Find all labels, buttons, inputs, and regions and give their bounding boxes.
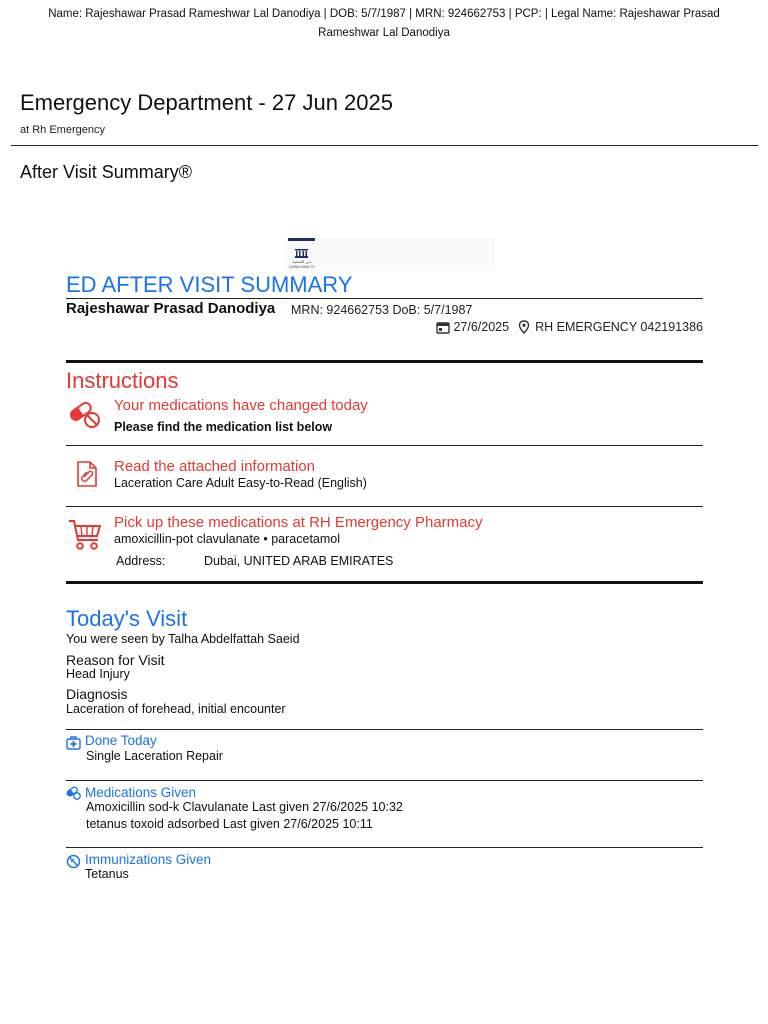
patient-header-line-1: Name: Rajeshawar Prasad Rameshwar Lal Danodiya | DOB: 5/7/1987 | MRN: 924662753 | PCP: | Legal Name: Rajeshawar Prasad <box>48 8 720 20</box>
immunizations-given-heading: Immunizations Given <box>85 852 212 867</box>
patient-header-bar <box>20 5 748 43</box>
medication-given-item: tetanus toxoid adsorbed Last given 27/6/2025 10:11 <box>86 817 373 831</box>
medication-given-item: Amoxicillin sod-k Clavulanate Last given 27/6/2025 10:32 <box>86 800 403 814</box>
section-divider-thick <box>66 581 703 584</box>
header-divider <box>11 145 758 146</box>
logo-text-arabic: دبي الصحية <box>292 259 312 264</box>
seen-by-text: You were seen by Talha Abdelfattah Saeid <box>66 632 300 646</box>
visit-divider <box>66 847 703 848</box>
logo-text-english: DUBAI HEALTH <box>289 265 315 269</box>
summary-title: ED AFTER VISIT SUMMARY <box>66 272 353 297</box>
done-today-heading: Done Today <box>85 733 157 748</box>
immunization-item: Tetanus <box>85 867 129 881</box>
location-pin-icon <box>518 320 530 334</box>
instruction-text-pickup-meds: amoxicillin-pot clavulanate • paracetamol <box>114 532 341 546</box>
reason-for-visit-label: Reason for Visit <box>66 652 165 668</box>
patient-name: Rajeshawar Prasad Danodiya <box>66 300 276 317</box>
summary-title-divider <box>66 298 703 299</box>
instruction-title-attached-info: Read the attached information <box>114 458 315 475</box>
todays-visit-heading: Today's Visit <box>66 606 188 631</box>
instruction-title-pickup-meds: Pick up these medications at RH Emergency Pharmacy <box>114 514 483 531</box>
encounter-info-row <box>436 320 703 334</box>
pills-icon <box>68 400 102 430</box>
medical-kit-icon <box>66 735 81 750</box>
instructions-heading: Instructions <box>66 368 179 393</box>
dubai-health-logo <box>285 237 495 271</box>
medications-given-heading: Medications Given <box>85 785 197 800</box>
diagnosis-label: Diagnosis <box>66 686 128 702</box>
instruction-divider <box>66 506 703 507</box>
visit-divider <box>66 780 703 781</box>
encounter-location: at Rh Emergency <box>20 124 105 136</box>
encounter-date: 27/6/2025 <box>453 320 510 334</box>
instruction-text-meds-changed: Please find the medication list below <box>114 420 333 434</box>
vaccine-shield-icon <box>66 854 81 869</box>
patient-mrn-dob: MRN: 924662753 DoB: 5/7/1987 <box>291 303 473 317</box>
reason-for-visit-value: Head Injury <box>66 667 130 681</box>
diagnosis-value: Laceration of forehead, initial encounter <box>66 702 286 716</box>
done-today-item: Single Laceration Repair <box>86 749 223 763</box>
visit-divider <box>66 729 703 730</box>
calendar-icon <box>436 321 450 334</box>
document-attachment-icon <box>76 460 98 488</box>
instruction-divider <box>66 445 703 446</box>
section-divider-thick <box>66 360 703 363</box>
shopping-cart-icon <box>68 518 102 552</box>
logo-bar <box>288 238 315 241</box>
building-icon <box>295 249 308 258</box>
pharmacy-address-value: Dubai, UNITED ARAB EMIRATES <box>204 554 394 568</box>
instruction-title-meds-changed: Your medications have changed today <box>114 397 368 414</box>
patient-header-line-2: Rameshwar Lal Danodiya <box>318 27 450 39</box>
encounter-department: RH EMERGENCY 042191386 <box>535 320 703 334</box>
instruction-text-attached-info: Laceration Care Adult Easy-to-Read (English) <box>114 476 367 490</box>
encounter-title: Emergency Department - 27 Jun 2025 <box>20 90 393 115</box>
medication-icon <box>66 786 81 800</box>
pharmacy-address-label: Address: <box>116 554 166 568</box>
avs-label: After Visit Summary® <box>20 162 192 182</box>
